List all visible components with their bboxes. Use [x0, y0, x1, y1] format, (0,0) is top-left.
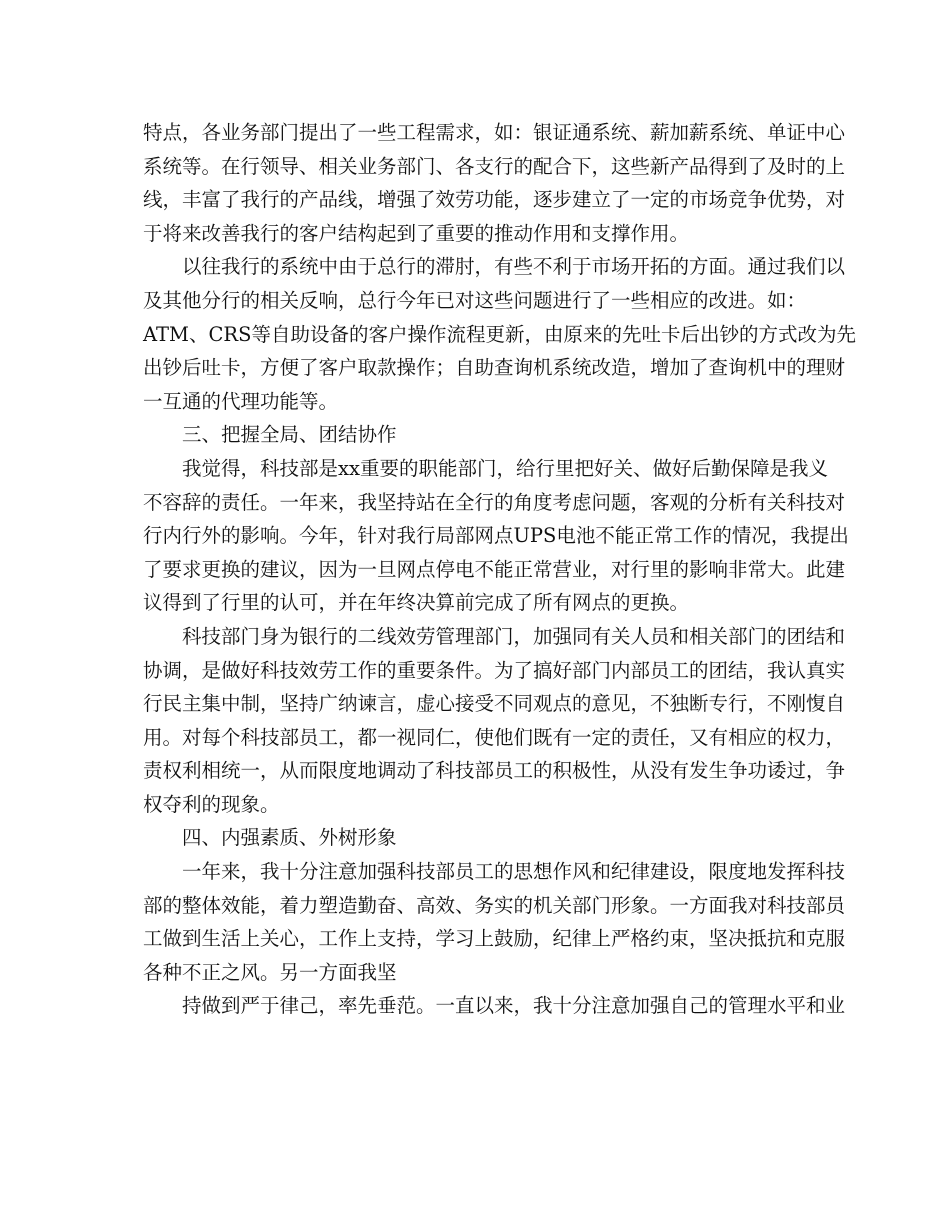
- text-line: 责权利相统一，从而限度地调动了科技部员工的积极性，从没有发生争功诿过，争: [143, 759, 846, 783]
- text-line: 系统等。在行领导、相关业务部门、各支行的配合下，这些新产品得到了及时的上: [143, 154, 846, 178]
- text-line: 协调，是做好科技效劳工作的重要条件。为了搞好部门内部员工的团结，我认真实: [143, 658, 846, 682]
- text-line: 出钞后吐卡，方便了客户取款操作；自助查询机系统改造，增加了查询机中的理财: [143, 356, 846, 380]
- text-line: 线，丰富了我行的产品线，增强了效劳功能，逐步建立了一定的市场竞争优势，对: [143, 188, 846, 212]
- text-line: 议得到了行里的认可，并在年终决算前完成了所有网点的更换。: [143, 591, 690, 615]
- text-line: 不容辞的责任。一年来，我坚持站在全行的角度考虑问题，客观的分析有关科技对: [143, 490, 846, 514]
- text-line: 特点，各业务部门提出了一些工程需求，如：银证通系统、薪加薪系统、单证中心: [143, 121, 846, 144]
- paragraph-start-line: 持做到严于律己，率先垂范。一直以来，我十分注意加强自己的管理水平和业: [182, 994, 846, 1018]
- section-heading: 三、把握全局、团结协作: [182, 423, 397, 447]
- text-line: 于将来改善我行的客户结构起到了重要的推动作用和支撑作用。: [143, 221, 690, 245]
- text-line: 了要求更换的建议，因为一旦网点停电不能正常营业，对行里的影响非常大。此建: [143, 557, 846, 581]
- text-line: 及其他分行的相关反响，总行今年已对这些问题进行了一些相应的改进。如：: [143, 288, 807, 312]
- text-line: 部的整体效能，着力塑造勤奋、高效、务实的机关部门形象。一方面我对科技部员: [143, 893, 846, 917]
- section-heading: 四、内强素质、外树形象: [182, 826, 397, 850]
- text-line: 一互通的代理功能等。: [143, 389, 339, 413]
- text-line: 各种不正之风。另一方面我坚: [143, 960, 397, 984]
- text-line: 工做到生活上关心，工作上支持，学习上鼓励，纪律上严格约束，坚决抵抗和克服: [143, 927, 846, 951]
- paragraph-start-line: 我觉得，科技部是xx重要的职能部门，给行里把好关、做好后勤保障是我义: [182, 456, 828, 480]
- text-line: 行民主集中制，坚持广纳谏言，虚心接受不同观点的意见，不独断专行，不刚愎自: [143, 692, 846, 716]
- body-text: [143, 116, 856, 1023]
- text-line: 用。对每个科技部员工，都一视同仁，使他们既有一定的责任，又有相应的权力，: [143, 725, 846, 749]
- text-line: ATM、CRS等自助设备的客户操作流程更新，由原来的先吐卡后出钞的方式改为先: [143, 322, 856, 346]
- text-line: 权夺利的现象。: [143, 792, 280, 816]
- paragraph-start-line: 科技部门身为银行的二线效劳管理部门，加强同有关人员和相关部门的团结和: [182, 624, 846, 648]
- paragraph-start-line: 以往我行的系统中由于总行的滞肘，有些不利于市场开拓的方面。通过我们以: [182, 255, 846, 279]
- text-line: 行内行外的影响。今年，针对我行局部网点UPS电池不能正常工作的情况，我提出: [143, 524, 849, 548]
- paragraph-start-line: 一年来，我十分注意加强科技部员工的思想作风和纪律建设，限度地发挥科技: [182, 860, 846, 884]
